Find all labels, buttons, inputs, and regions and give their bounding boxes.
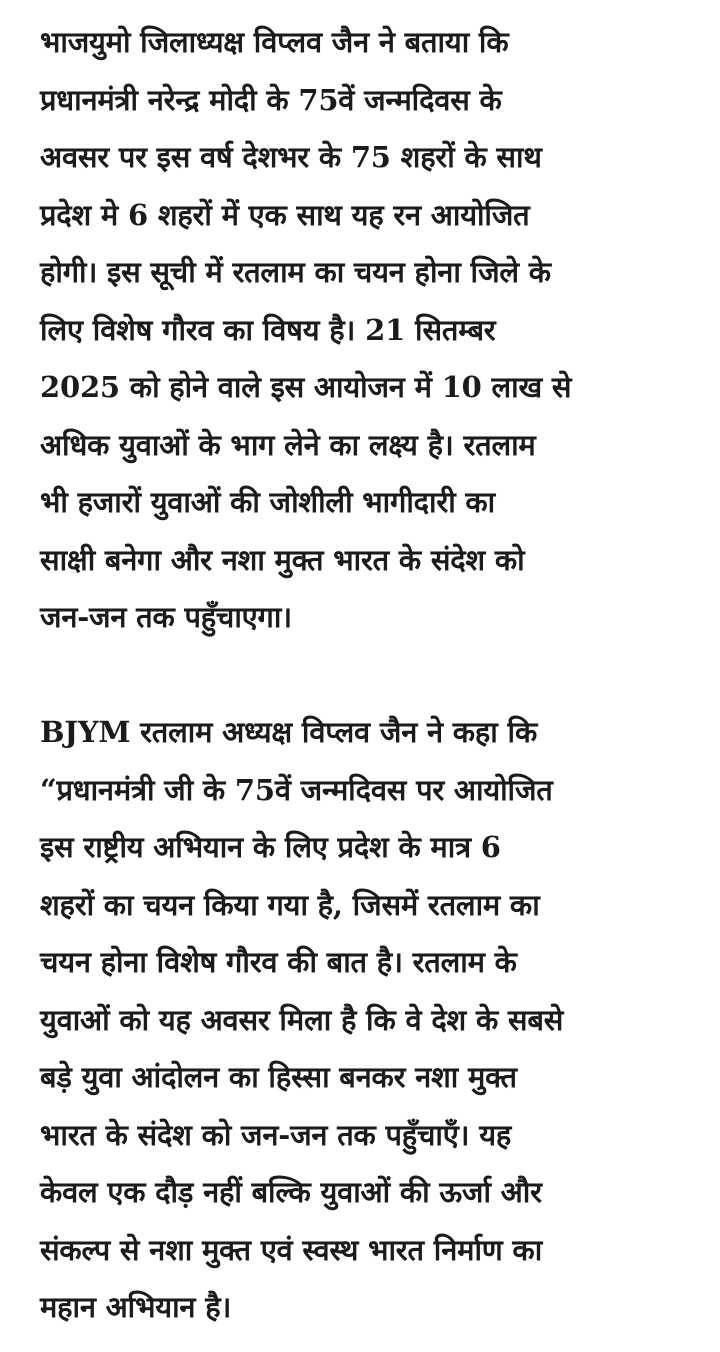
paragraph-gap [40, 647, 690, 705]
text-line: होगी। इस सूची में रतलाम का चयन होना जिले के [40, 255, 551, 289]
text-line: भारत के संदेश को जन-जन तक पहुँचाएँ। यह [40, 1117, 512, 1152]
paragraph-2 [40, 704, 690, 1337]
text-line: संकल्प से नशा मुक्त एवं स्वस्थ भारत निर्माण का [40, 1232, 543, 1267]
text-line: बड़े युवा आंदोलन का हिस्सा बनकर नशा मुक्त [40, 1060, 517, 1094]
text-line: केवल एक दौड़ नहीं बल्कि युवाओं की ऊर्जा और [40, 1175, 542, 1209]
text-line: भाजयुमो जिलाध्यक्ष विप्लव जैन ने बताया कि [40, 25, 509, 59]
text-line: साक्षी बनेगा और नशा मुक्त भारत के संदेश को [40, 542, 525, 577]
paragraph-1 [40, 14, 690, 647]
text-line: प्रदेश मे 6 शहरों में एक साथ यह रन आयोजित [40, 197, 530, 232]
text-line: लिए विशेष गौरव का विषय है। 21 सितम्बर [40, 312, 496, 347]
text-line: युवाओं को यह अवसर मिला है कि वे देश के सबसे [40, 1002, 564, 1037]
text-line: चयन होना विशेष गौरव की बात है। रतलाम के [40, 945, 517, 979]
text-line: BJYM रतलाम अध्यक्ष विप्लव जैन ने कहा कि [40, 715, 538, 749]
text-line: शहरों का चयन किया गया है, जिसमें रतलाम का [40, 887, 540, 922]
text-line: अवसर पर इस वर्ष देशभर के 75 शहरों के साथ [40, 140, 542, 174]
article-body [40, 14, 690, 1337]
text-line: प्रधानमंत्री नरेन्द्र मोदी के 75वें जन्मदिवस के [40, 82, 502, 117]
text-line: इस राष्ट्रीय अभियान के लिए प्रदेश के मात्र 6 [40, 830, 501, 864]
text-line: “प्रधानमंत्री जी के 75वें जन्मदिवस पर आयोजित [40, 772, 553, 807]
text-line: महान अभियान है। [40, 1290, 232, 1324]
text-line: 2025 को होने वाले इस आयोजन में 10 लाख से [40, 370, 572, 404]
text-line: अधिक युवाओं के भाग लेने का लक्ष्य है। रतलाम [40, 427, 536, 462]
text-line: भी हजारों युवाओं की जोशीली भागीदारी का [40, 485, 495, 519]
text-line: जन-जन तक पहुँचाएगा। [40, 600, 292, 634]
